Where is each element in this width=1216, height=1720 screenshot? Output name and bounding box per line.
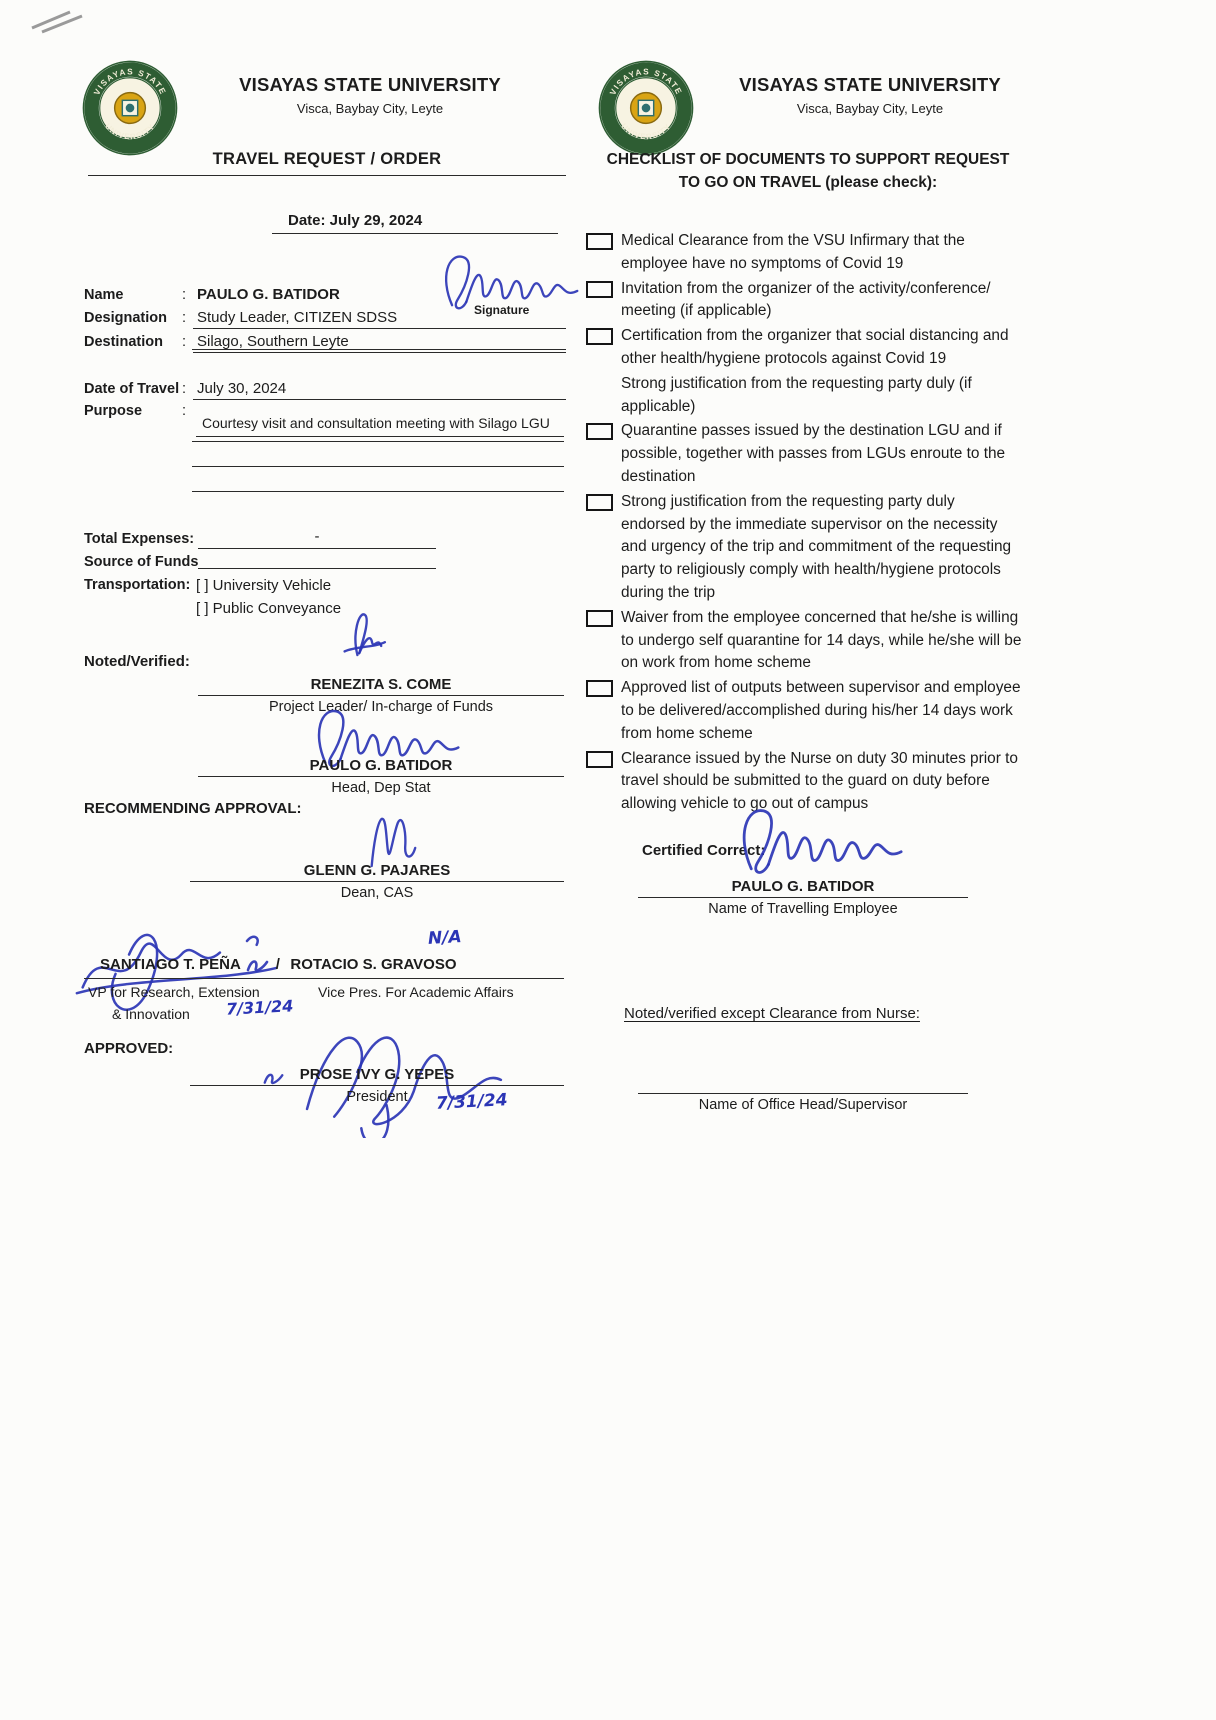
noted-verified-label: Noted/Verified: xyxy=(84,653,190,670)
university-address-right: Visca, Baybay City, Leyte xyxy=(796,101,944,116)
checklist-item xyxy=(586,230,1022,276)
signatory-title: President xyxy=(346,1089,408,1105)
name-value: PAULO G. BATIDOR xyxy=(197,286,340,303)
vp1-title-line1: VP for Research, Extension xyxy=(88,984,260,1000)
checklist-item-text: Quarantine passes issued by the destination LGU and if possible, together with passes from LGUs enroute to the destination xyxy=(621,422,1006,485)
checklist-item xyxy=(586,420,1022,488)
seal-text-bottom: UNIVERSITY xyxy=(103,121,157,142)
checklist-title-line2: TO GO ON TRAVEL (please check): xyxy=(678,174,938,191)
transportation-label: Transportation: xyxy=(84,577,191,593)
purpose-value: Courtesy visit and consultation meeting with Silago LGU xyxy=(202,415,550,431)
signatory-title: Project Leader/ In-charge of Funds xyxy=(268,699,494,715)
president-signatory xyxy=(190,1066,564,1105)
transport-option-university-vehicle: [ ] University Vehicle xyxy=(196,577,332,594)
recommending-approval-label: RECOMMENDING APPROVAL: xyxy=(84,800,302,817)
checkbox-spacer xyxy=(586,376,613,393)
date-of-travel-label: Date of Travel xyxy=(84,381,180,397)
checkbox xyxy=(586,751,613,768)
checkbox xyxy=(586,328,613,345)
blank-rule xyxy=(192,349,566,350)
total-expenses-label: Total Expenses: xyxy=(84,531,195,547)
signatory-name: RENEZITA S. COME xyxy=(198,676,564,696)
dean-signatory xyxy=(190,862,564,901)
blank-rule xyxy=(192,491,564,492)
checkbox xyxy=(586,494,613,511)
signatory-title: Dean, CAS xyxy=(340,885,414,901)
checkbox xyxy=(586,233,613,250)
purpose-value-line xyxy=(196,413,564,437)
colon-separator: : xyxy=(182,310,187,326)
checklist-item-text: Clearance issued by the Nurse on duty 30 minutes prior to travel should be submitted to the guard on duty before allowing vehicle to go out of campus xyxy=(621,749,1018,813)
checklist-item-text: Certification from the organizer that social distancing and other health/hygiene protocols against Covid 19 xyxy=(621,327,1009,367)
checklist-item xyxy=(586,373,1022,419)
vp-separator: / xyxy=(275,956,280,974)
colon-separator: : xyxy=(182,334,187,350)
na-annotation: N/A xyxy=(427,927,463,949)
source-of-funds-label: Source of Funds xyxy=(84,554,199,570)
date-text: Date: July 29, 2024 xyxy=(288,212,423,229)
checklist-item xyxy=(586,607,1022,675)
noted-except-nurse-text: Noted/verified except Clearance from Nurse: xyxy=(624,1005,920,1022)
colon-separator: : xyxy=(182,287,187,303)
vp-name-2: ROTACIO S. GRAVOSO xyxy=(290,956,457,974)
checklist-title-line1: CHECKLIST OF DOCUMENTS TO SUPPORT REQUEST xyxy=(606,151,1010,168)
checkbox xyxy=(586,680,613,697)
signatory-name: PAULO G. BATIDOR xyxy=(638,878,968,898)
checklist-item-text: Waiver from the employee concerned that he/she is willing to undergo self quarantine for 14 days, while he/she will be on work from home scheme xyxy=(621,608,1022,672)
checklist xyxy=(586,230,1022,818)
transport-option-public-conveyance: [ ] Public Conveyance xyxy=(196,600,342,617)
certified-signatory xyxy=(638,878,968,917)
checklist-title xyxy=(582,148,1034,194)
vp-name-1: SANTIAGO T. PEÑA xyxy=(100,956,241,974)
total-expenses-line xyxy=(198,528,436,549)
blank-rule xyxy=(192,441,564,442)
total-expenses-value: - xyxy=(314,528,320,545)
field-destination-row xyxy=(84,333,566,353)
signatory-name: PAULO G. BATIDOR xyxy=(198,757,564,777)
checklist-item-text: Strong justification from the requesting party duly endorsed by the immediate supervisor on the necessity and urgency of the trip and commitment of the requesting party to religiously comply with health/hygiene protocols during the trip xyxy=(621,492,1012,601)
left-header xyxy=(190,74,550,116)
designation-value: Study Leader, CITIZEN SDSS xyxy=(193,309,566,329)
signatory-title: Head, Dep Stat xyxy=(331,780,431,796)
certified-correct-label: Certified Correct: xyxy=(642,842,766,859)
checklist-item xyxy=(586,278,1022,324)
source-of-funds-line xyxy=(198,568,436,569)
field-name-row xyxy=(84,286,566,303)
checkbox xyxy=(586,423,613,440)
signatory-name: PROSE IVY G. YEPES xyxy=(190,1066,564,1086)
destination-value: Silago, Southern Leyte xyxy=(193,333,566,353)
office-head-block xyxy=(638,1066,968,1113)
checkbox xyxy=(586,610,613,627)
blank-rule xyxy=(192,466,564,467)
purpose-label: Purpose xyxy=(84,403,143,419)
president-date-annotation: 7/31/24 xyxy=(435,1090,509,1114)
approved-label: APPROVED: xyxy=(84,1040,174,1057)
signature-caption: Signature xyxy=(474,303,530,317)
field-date-of-travel-row xyxy=(84,380,566,400)
signature-batidor-ink xyxy=(732,798,914,884)
vp2-title: Vice Pres. For Academic Affairs xyxy=(318,984,514,1000)
form-title: TRAVEL REQUEST / ORDER xyxy=(212,150,442,168)
checklist-item xyxy=(586,325,1022,371)
university-name-right: VISAYAS STATE UNIVERSITY xyxy=(739,74,1001,95)
vp-signatory-line xyxy=(84,956,564,979)
form-title-block xyxy=(88,150,566,176)
name-label: Name xyxy=(84,287,124,303)
checklist-item-text: Medical Clearance from the VSU Infirmary that the employee have no symptoms of Covid 19 xyxy=(621,232,965,272)
date-line-block xyxy=(272,212,558,234)
checklist-item xyxy=(586,677,1022,745)
checklist-item-text: Strong justification from the requesting party duly (if applicable) xyxy=(621,374,972,415)
checklist-item-text: Approved list of outputs between supervisor and employee to be delivered/accomplished during his/her 14 days work from home scheme xyxy=(621,679,1021,742)
seal-text-bottom: UNIVERSITY xyxy=(619,121,673,142)
university-name-left: VISAYAS STATE UNIVERSITY xyxy=(239,74,501,95)
checklist-item-text: Invitation from the organizer of the activity/conference/ meeting (if applicable) xyxy=(621,279,991,320)
seal-text-top: VISAYAS STATE xyxy=(92,67,168,97)
signatory-name: GLENN G. PAJARES xyxy=(190,862,564,882)
scan-artifact-staple xyxy=(26,4,106,34)
colon-separator: : xyxy=(182,403,187,419)
checkbox xyxy=(586,281,613,298)
signatory-caption: Name of Travelling Employee xyxy=(708,901,898,917)
field-designation-row xyxy=(84,309,566,329)
checklist-item xyxy=(586,491,1022,605)
colon-separator: : xyxy=(182,381,187,397)
vp1-title-line2: & Innovation xyxy=(112,1006,190,1022)
vsu-seal-left xyxy=(82,60,178,156)
vp-date-annotation: 7/31/24 xyxy=(225,996,294,1019)
office-head-signature-line xyxy=(638,1066,968,1094)
seal-text-top: VISAYAS STATE xyxy=(608,67,684,97)
vsu-seal-right xyxy=(598,60,694,156)
date-of-travel-value: July 30, 2024 xyxy=(193,380,566,400)
university-address-left: Visca, Baybay City, Leyte xyxy=(296,101,444,116)
right-header xyxy=(700,74,1040,116)
signature-come-ink xyxy=(316,602,408,666)
destination-label: Destination xyxy=(84,334,163,350)
noted-signatory-2 xyxy=(198,757,564,796)
office-head-caption: Name of Office Head/Supervisor xyxy=(698,1097,908,1113)
designation-label: Designation xyxy=(84,310,167,326)
initials-mark-icon xyxy=(245,956,271,974)
